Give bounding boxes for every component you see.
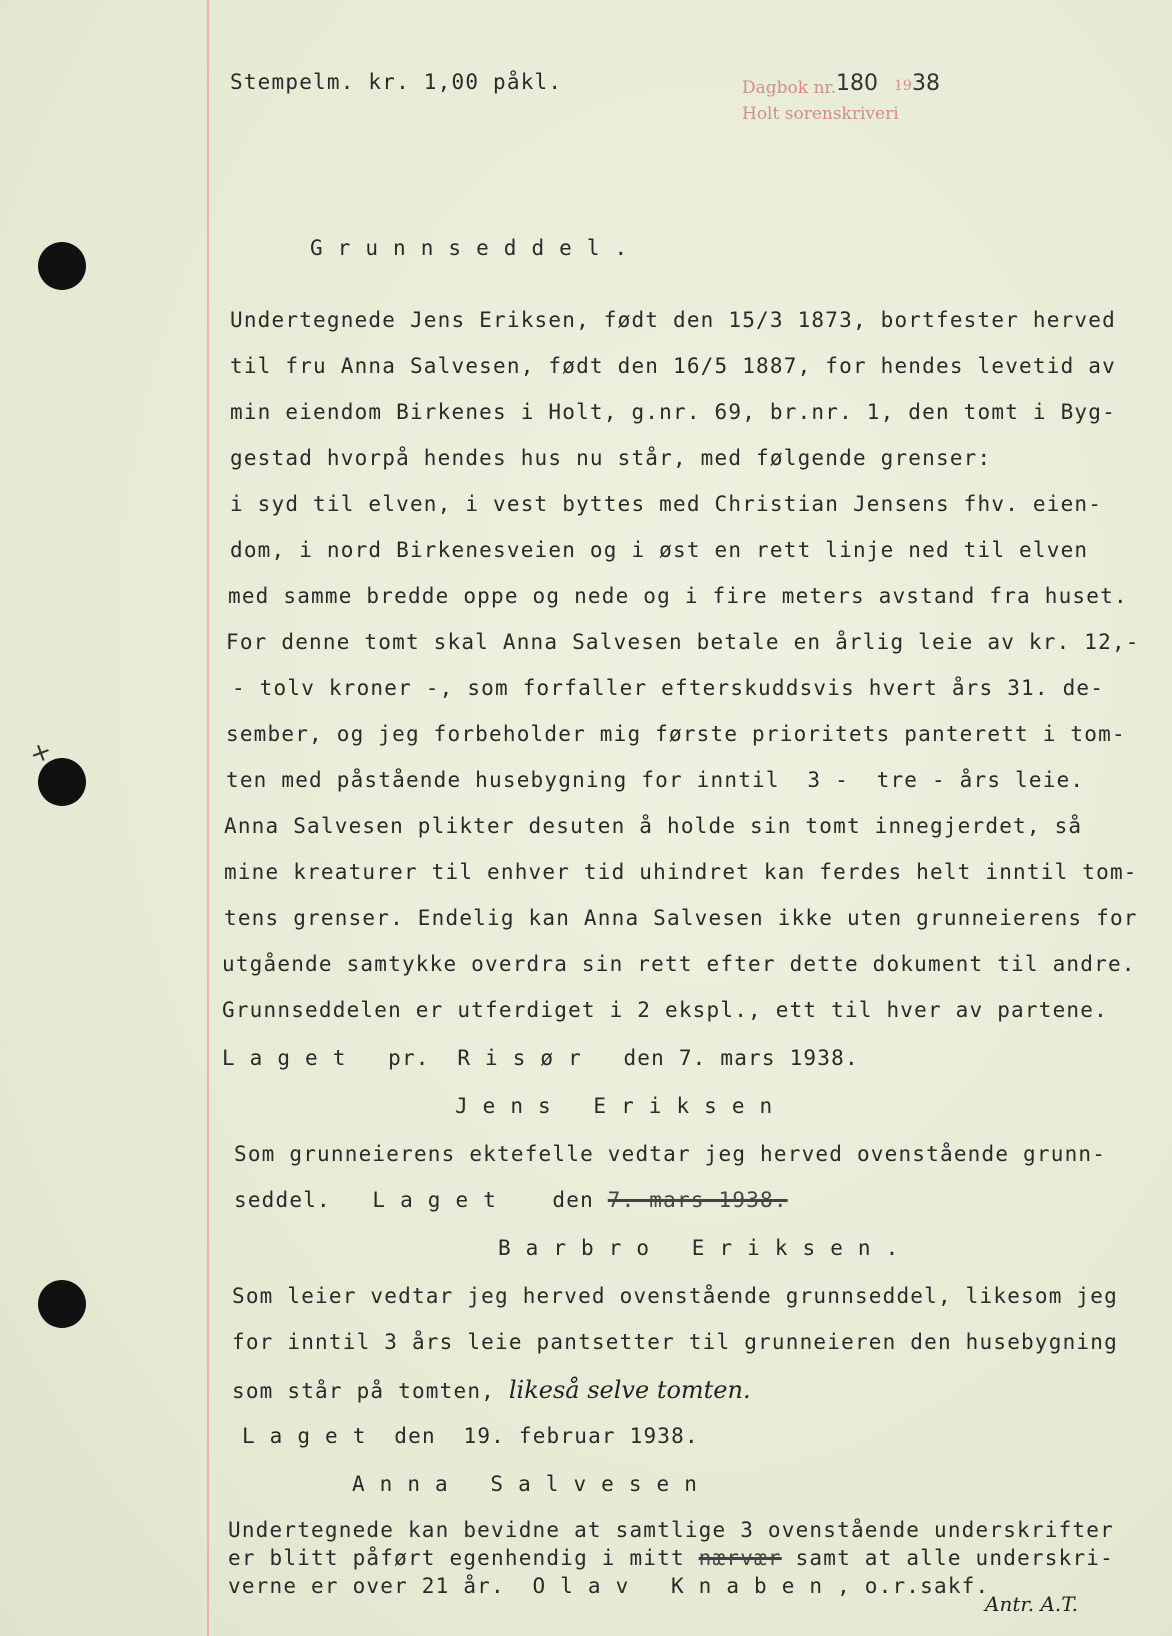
- body-line: Grunnseddelen er utferdiget i 2 ekspl., ett til hver av partene.: [222, 998, 1108, 1022]
- body-line: til fru Anna Salvesen, født den 16/5 1887, for hendes levetid av: [230, 354, 1116, 378]
- tenant-line: [232, 1378, 751, 1402]
- body-line: gestad hvorpå hendes hus nu står, med følgende grenser:: [230, 446, 992, 470]
- body-line: mine kreaturer til enhver tid uhindret kan ferdes helt inntil tom-: [224, 860, 1138, 884]
- place-date-line: L a g e t pr. R i s ø r den 7. mars 1938.: [222, 1046, 859, 1070]
- place-date-line: L a g e t den 19. februar 1938.: [242, 1424, 699, 1448]
- witness-initials: Antr. A.T.: [985, 1592, 1078, 1616]
- body-line: sember, og jeg forbeholder mig første prioritets panterett i tom-: [226, 722, 1126, 746]
- body-line: utgående samtykke overdra sin rett efter dette dokument til andre.: [222, 952, 1136, 976]
- body-line: Anna Salvesen plikter desuten å holde sin tomt innegjerdet, så: [224, 814, 1083, 838]
- punch-hole: [38, 242, 86, 290]
- body-line: Undertegnede Jens Eriksen, født den 15/3 1873, bortfester herved: [230, 308, 1116, 332]
- margin-rule: [207, 0, 209, 1636]
- body-line: min eiendom Birkenes i Holt, g.nr. 69, br.nr. 1, den tomt i Byg-: [230, 400, 1116, 424]
- year-prefix: 19: [894, 78, 912, 94]
- tenant-line: for inntil 3 års leie pantsetter til grunneieren den husebygning: [232, 1330, 1118, 1354]
- struck-word: nærvær: [698, 1546, 782, 1570]
- punch-hole: [38, 1280, 86, 1328]
- office-stamp: Holt sorenskriveri: [742, 104, 899, 124]
- journal-number: 180: [836, 71, 878, 96]
- signature-anna-salvesen: A n n a S a l v e s e n: [352, 1472, 699, 1496]
- witness-line-text: er blitt påført egenhendig i mitt: [228, 1546, 685, 1570]
- body-line: For denne tomt skal Anna Salvesen betale en årlig leie av kr. 12,-: [226, 630, 1140, 654]
- witness-line: [228, 1548, 1114, 1569]
- handwritten-addition: likeså selve tomten.: [508, 1376, 751, 1404]
- document-title: G r u n n s e d d e l .: [310, 236, 629, 260]
- body-line: dom, i nord Birkenesveien og i øst en rett linje ned til elven: [230, 538, 1089, 562]
- witness-line: verne er over 21 år. O l a v K n a b e n , o.r.sakf.: [228, 1574, 990, 1598]
- spouse-line-text: seddel. L a g e t den: [234, 1188, 608, 1212]
- witness-line-tail: samt at alle underskri-: [795, 1546, 1114, 1570]
- body-line: ten med påstående husebygning for inntil 3 - tre - års leie.: [226, 768, 1085, 792]
- stamp-fee-text: Stempelm. kr. 1,00 påkl.: [230, 70, 563, 94]
- body-line: tens grenser. Endelig kan Anna Salvesen ikke uten grunneierens for: [224, 906, 1138, 930]
- margin-mark: +: [25, 735, 57, 771]
- signature-barbro-eriksen: B a r b r o E r i k s e n .: [498, 1236, 900, 1260]
- tenant-line-text: som står på tomten,: [232, 1379, 496, 1403]
- body-line: med samme bredde oppe og nede og i fire meters avstand fra huset.: [228, 584, 1128, 608]
- body-line: i syd til elven, i vest byttes med Christian Jensens fhv. eien-: [230, 492, 1103, 516]
- signature-jens-eriksen: J e n s E r i k s e n: [455, 1094, 774, 1118]
- spouse-line: Som grunneierens ektefelle vedtar jeg herved ovenstående grunn-: [234, 1142, 1107, 1166]
- spouse-line: [234, 1190, 788, 1211]
- struck-date: 7. mars 1938.: [607, 1188, 788, 1212]
- journal-label: Dagbok nr.: [742, 78, 837, 98]
- body-line: - tolv kroner -, som forfaller efterskuddsvis hvert års 31. de-: [232, 676, 1105, 700]
- tenant-line: Som leier vedtar jeg herved ovenstående grunnseddel, likesom jeg: [232, 1284, 1118, 1308]
- year-suffix: 38: [912, 71, 940, 96]
- witness-line: Undertegnede kan bevidne at samtlige 3 ovenstående underskrifter: [228, 1518, 1114, 1542]
